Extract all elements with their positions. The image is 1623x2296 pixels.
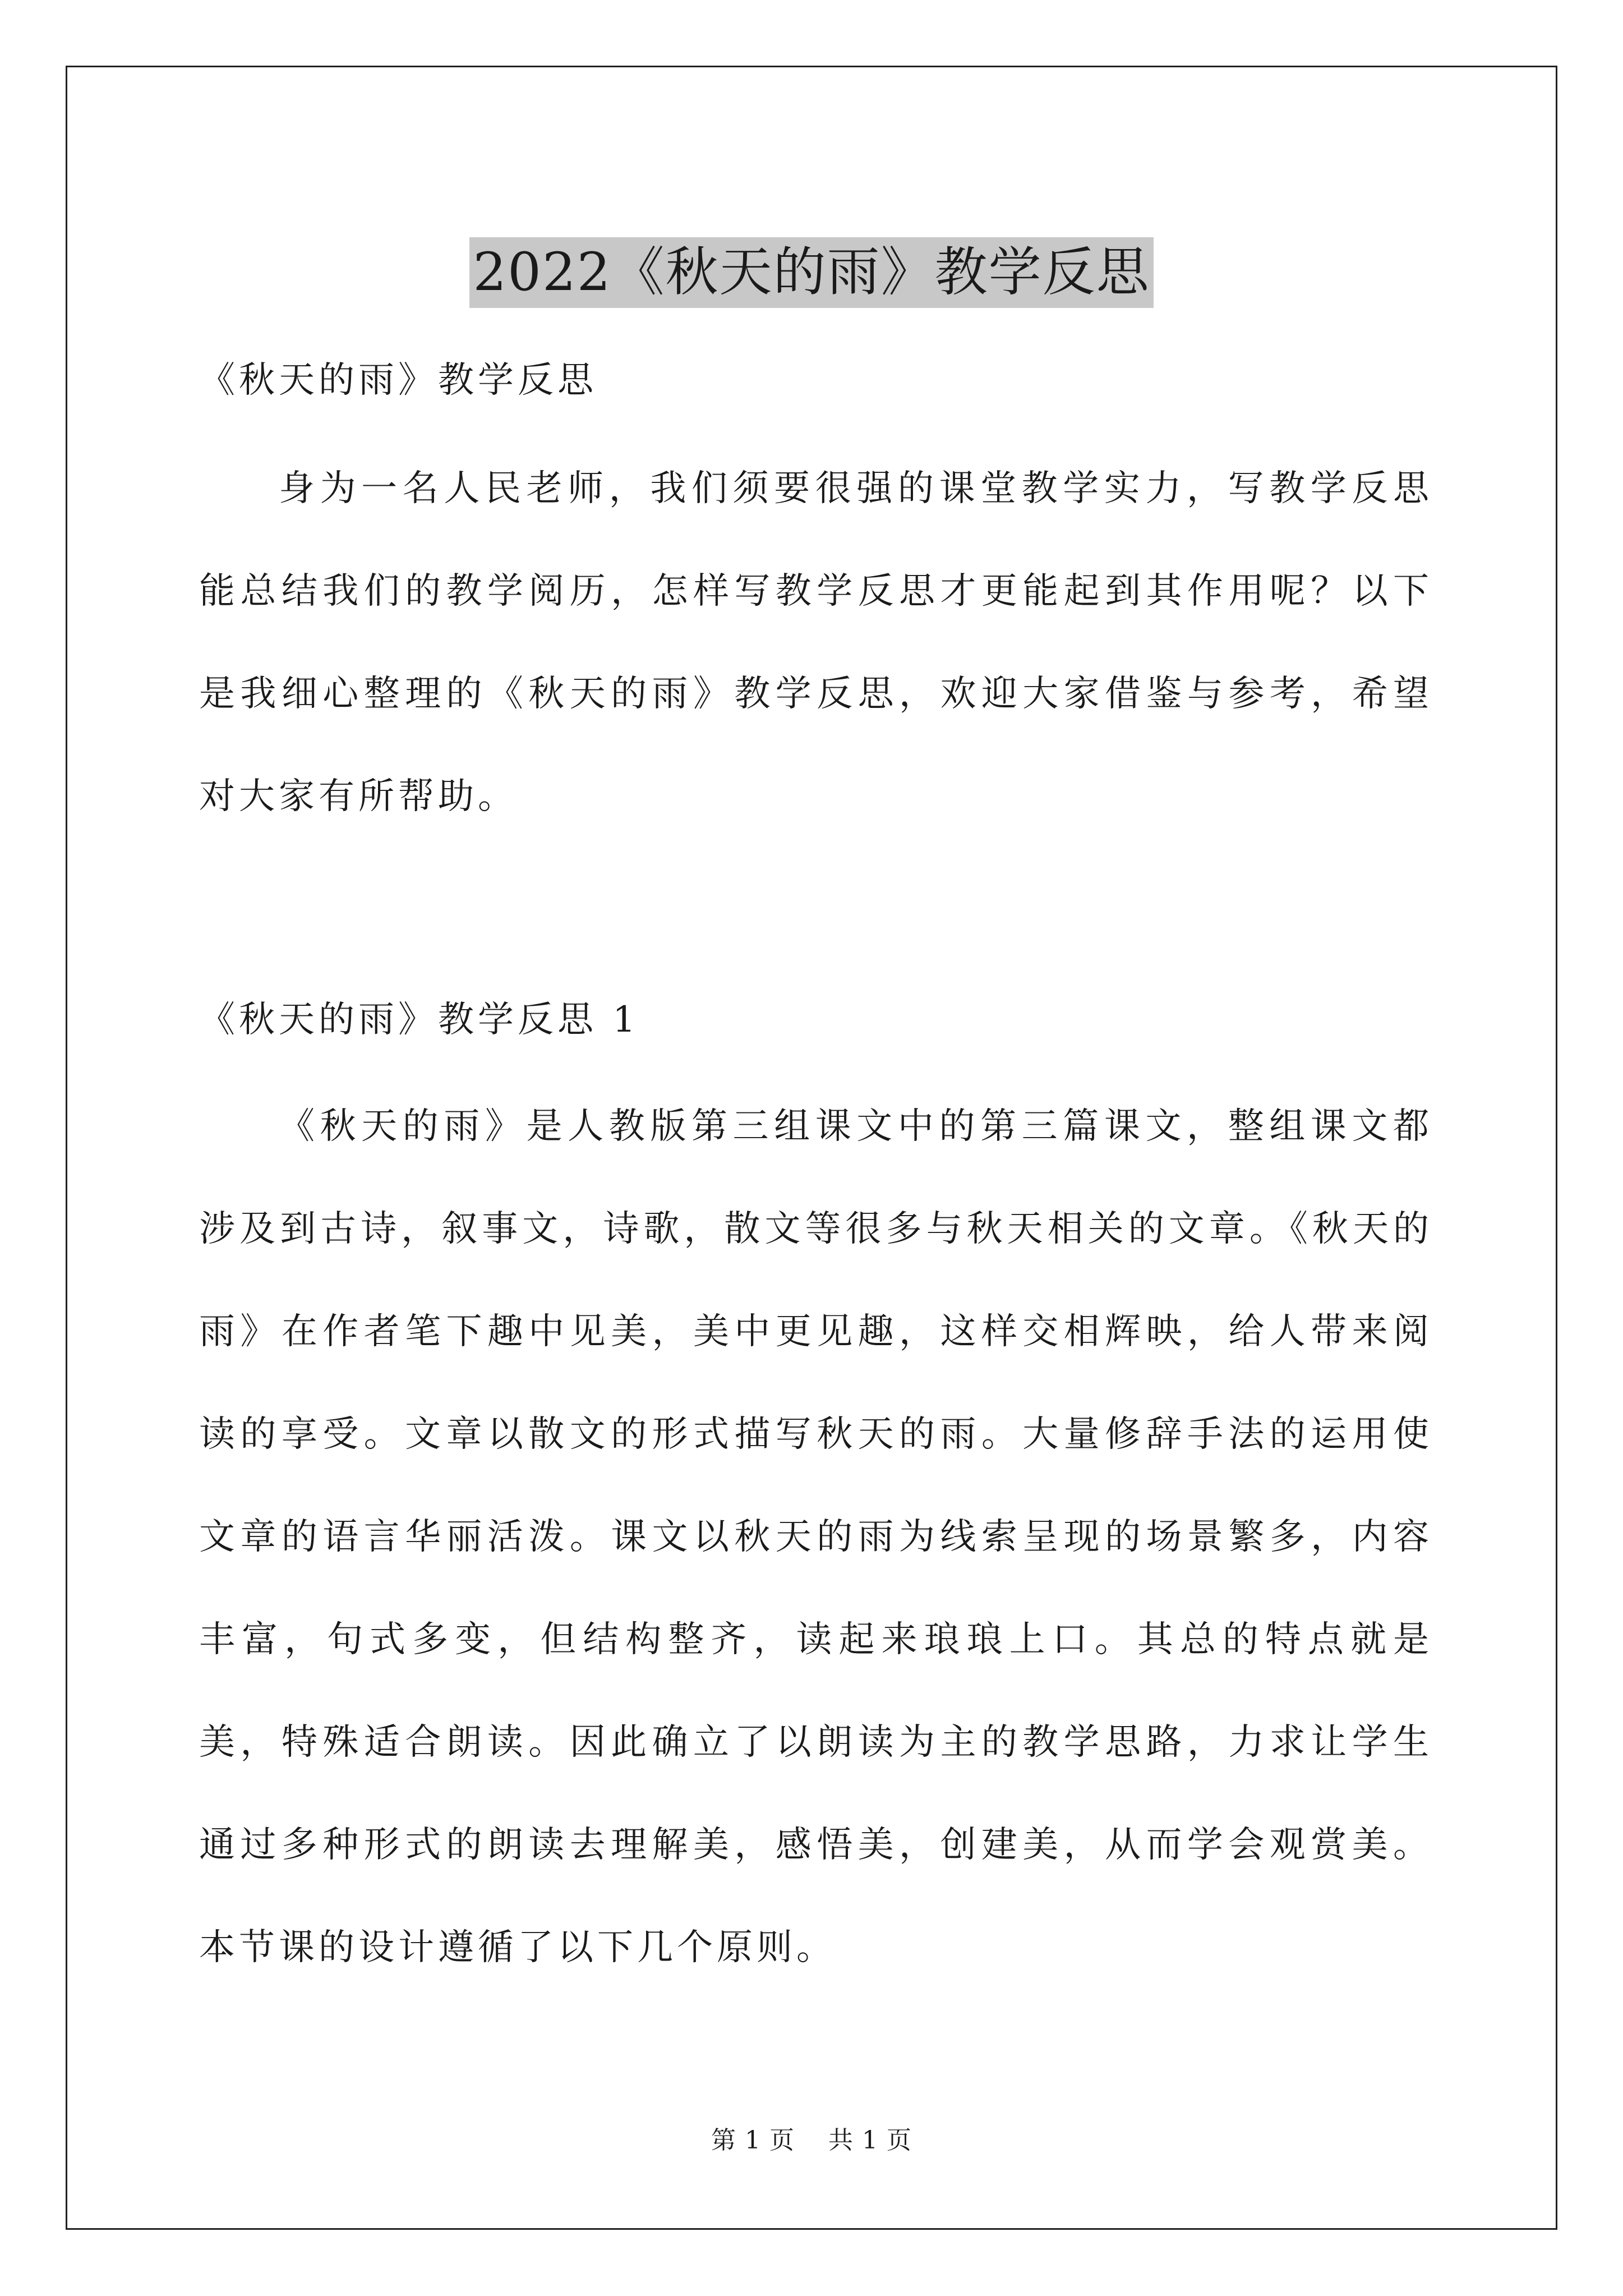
document-title: 2022《秋天的雨》教学反思: [469, 237, 1153, 308]
page-number: 第 1 页 共 1 页: [711, 2126, 912, 2155]
page-footer: [0, 2125, 1623, 2156]
intro-heading: 《秋天的雨》教学反思: [199, 360, 597, 401]
intro-paragraph: 身为一名人民老师，我们须要很强的课堂教学实力，写教学反思能总结我们的教学阅历，怎样写教学反思才更能起到其作用呢？以下是我细心整理的《秋天的雨》教学反思，欢迎大家借鉴与参考，希望对大家有所帮助。: [199, 468, 1433, 817]
title-container: [0, 202, 1623, 343]
section1-paragraph: 《秋天的雨》是人教版第三组课文中的第三篇课文，整组课文都涉及到古诗，叙事文，诗歌，散文等很多与秋天相关的文章。《秋天的雨》在作者笔下趣中见美，美中更见趣，这样交相辉映，给人带来阅读的享受。文章以散文的形式描写秋天的雨。大量修辞手法的运用使文章的语言华丽活泼。课文以秋天的雨为线索呈现的场景繁多，内容丰富，句式多变，但结构整齐，读起来琅琅上口。其总的特点就是美，特殊适合朗读。因此确立了以朗读为主的教学思路，力求让学生通过多种形式的朗读去理解美，感悟美，创建美，从而学会观赏美。本节课的设计遵循了以下几个原则。: [199, 1106, 1433, 1968]
section1-heading: 《秋天的雨》教学反思 1: [199, 999, 640, 1041]
